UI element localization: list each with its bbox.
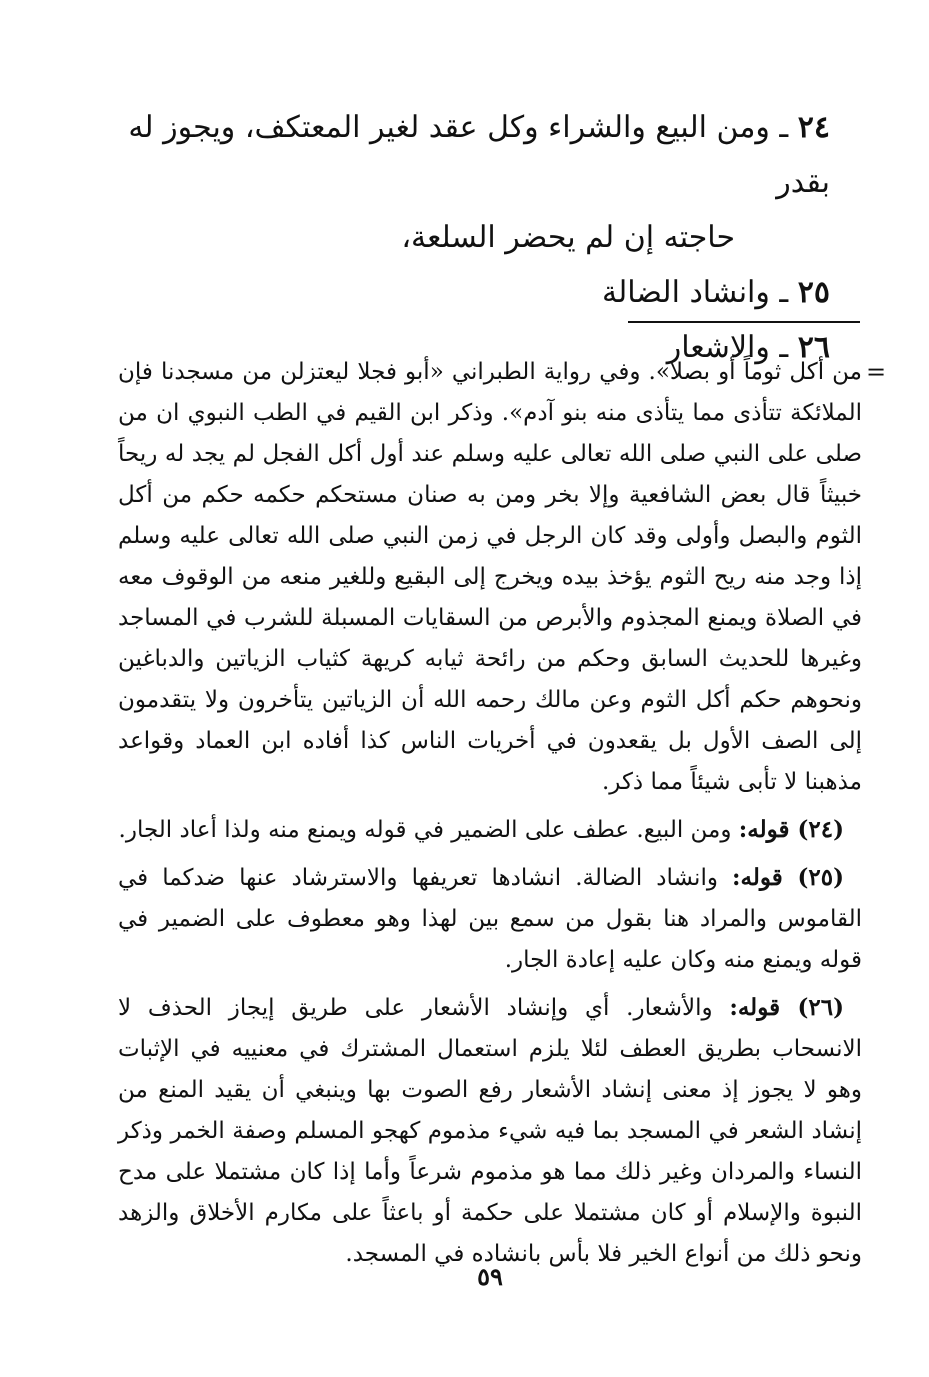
item-dash: ـ <box>779 110 789 145</box>
footnotes <box>118 352 862 1281</box>
item-number: ٢٤ <box>797 110 830 145</box>
footnote-24 <box>118 809 862 851</box>
item-dash: ـ <box>779 330 789 365</box>
footnote-separator <box>628 321 860 323</box>
footnote-text: ومن البيع. عطف على الضمير في قوله ويمنع منه ولذا أعاد الجار. <box>118 817 732 843</box>
footnote-25 <box>118 857 862 981</box>
item-text: والاشعار <box>666 330 770 365</box>
continuation-mark: = <box>866 358 887 386</box>
footnote-text: والأشعار. أي وإنشاد الأشعار على طريق إيجاز الحذف لا الانسحاب بطريق العطف لئلا يلزم استعمال المشترك في معنييه في الإثبات وهو لا يجوز إذ معنى إنشاد الأشعار رفع الصوت بها وينبغي أن يقيد المنع من إنشاد الشعر في المسجد بما فيه شيء مذموم كهجو المسلم وصفة الخمر وذكر النساء والمردان وغير ذلك مما هو مذموم شرعاً وأما إذا كان مشتملا على مدح النبوة والإسلام أو كان مشتملا على حكمة أو باعثاً على مكارم الأخلاق والزهد ونحو ذلك من أنواع الخير فلا بأس بانشاده في المسجد. <box>118 995 862 1267</box>
footnote-ref: (٢٦) قوله: <box>729 994 845 1021</box>
item-text-continuation: حاجته إن لم يحضر السلعة، <box>401 220 735 255</box>
main-item-24 <box>110 100 830 210</box>
footnote-ref: (٢٥) قوله: <box>732 864 844 891</box>
item-number: ٢٥ <box>797 275 830 310</box>
item-text: وانشاد الضالة <box>602 275 770 310</box>
main-text <box>110 100 830 375</box>
main-item-25 <box>110 265 830 320</box>
footnote-continued-paragraph: من أكل ثوماً أو بصلا». وفي رواية الطبراني «أبو فجلا ليعتزلن من مسجدنا فإن الملائكة تتأذى مما يتأذى منه بنو آدم». وذكر ابن القيم في الطب النبوي ان من صلى على النبي صلى الله تعالى عليه وسلم عند أول أكل الفجل لم يجد له ريحاً خبيثاً قال بعض الشافعية وإلا بخر ومن به صنان مستحكم حكمه حكم من أكل الثوم والبصل وأولى وقد كان الرجل في زمن النبي صلى الله تعالى عليه وسلم إذا وجد منه ريح الثوم يؤخذ بيده ويخرج إلى البقيع وللغير منعه من الوقوف معه في الصلاة ويمنع المجذوم والأبرص من السقايات المسبلة للشرب في المساجد وغيرها للحديث السابق وحكم من رائحة ثيابه كريهة كثياب الزياتين والدباغين ونحوهم حكم أكل الثوم وعن مالك رحمه الله أن الزياتين يتأخرون ولا يتقدمون إلى الصف الأول بل يقعدون في أخريات الناس كذا أفاده ابن العماد وقواعد مذهبنا لا تأبى شيئاً مما ذكر. <box>118 359 862 795</box>
page-number: ٥٩ <box>477 1262 503 1291</box>
footnote-ref: (٢٤) قوله: <box>738 816 844 843</box>
main-item-24-continuation <box>110 210 830 265</box>
item-text: ومن البيع والشراء وكل عقد لغير المعتكف، ويجوز له بقدر <box>128 110 830 200</box>
item-number: ٢٦ <box>797 330 830 365</box>
footnote-26 <box>118 987 862 1275</box>
item-dash: ـ <box>779 275 789 310</box>
footnote-text: وانشاد الضالة. انشادها تعريفها والاسترشاد عنها ضدكما في القاموس والمراد هنا بقول من سمع بين لهذا وهو معطوف على الضمير في قوله ويمنع منه وكان عليه إعادة الجار. <box>118 865 862 973</box>
